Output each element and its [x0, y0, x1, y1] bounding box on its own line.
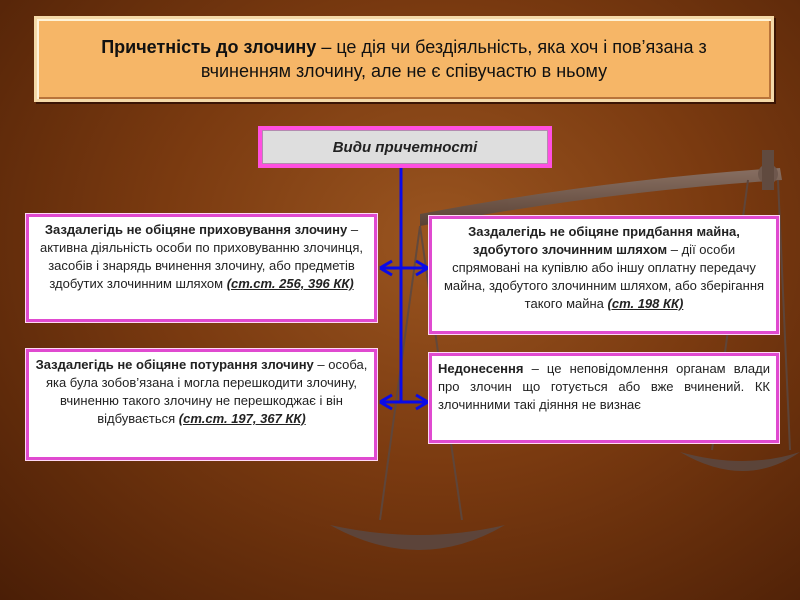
definition-body: – це дія чи бездіяльність, яка хоч і пов’язана з вчиненням злочину, але не є співучастю в ньому: [200, 37, 707, 81]
card-connivance-body: – особа, яка була зобов’язана і могла перешкодити злочину, вчиненню такого злочину не перешкоджає і він відбувається: [45, 357, 368, 426]
types-header-label: Види причетності: [262, 130, 548, 164]
definition-title-box: [34, 16, 774, 102]
scale-pan-left: [330, 525, 505, 550]
card-non-reporting-term: Недонесення: [438, 361, 524, 376]
card-concealment-term: Заздалегідь не обіцяне приховування злочину: [44, 222, 348, 237]
card-non-reporting-body: – це неповідомлення органам влади про злочин що готується або вже вчинений. КК злочинними такі діяння не визнає: [438, 361, 770, 412]
card-non-reporting: [429, 353, 779, 443]
card-connivance-ref: (ст.ст. 197, 367 КК): [178, 411, 306, 426]
definition-text: [61, 35, 747, 83]
definition-term: Причетність до злочину: [101, 37, 317, 57]
card-acquisition-term: Заздалегідь не обіцяне придбання майна, здобутого злочинним шляхом: [468, 224, 740, 257]
scale-string-far-right: [778, 180, 790, 450]
card-acquisition: [429, 216, 779, 334]
card-connivance-term: Заздалегідь не обіцяне потурання злочину: [35, 357, 314, 372]
card-concealment-body: – активна діяльність особи по приховуванню злочинця, засобів і знарядь вчинення злочину, або предметів здобутих злочинним шляхом: [39, 222, 364, 291]
card-acquisition-ref: (ст. 198 КК): [607, 296, 684, 311]
card-connivance: [26, 349, 377, 460]
card-concealment: [26, 214, 377, 322]
card-concealment-ref: (ст.ст. 256, 396 КК): [226, 276, 354, 291]
scale-string-left: [380, 226, 420, 520]
types-header: [258, 126, 552, 168]
card-acquisition-body: – дії особи спрямовані на купівлю або іншу оплатну передачу майна, здобутого злочинним шляхом, або зберігання такого майна: [443, 242, 765, 311]
scale-post: [762, 150, 774, 190]
scale-pan-right: [680, 452, 800, 471]
